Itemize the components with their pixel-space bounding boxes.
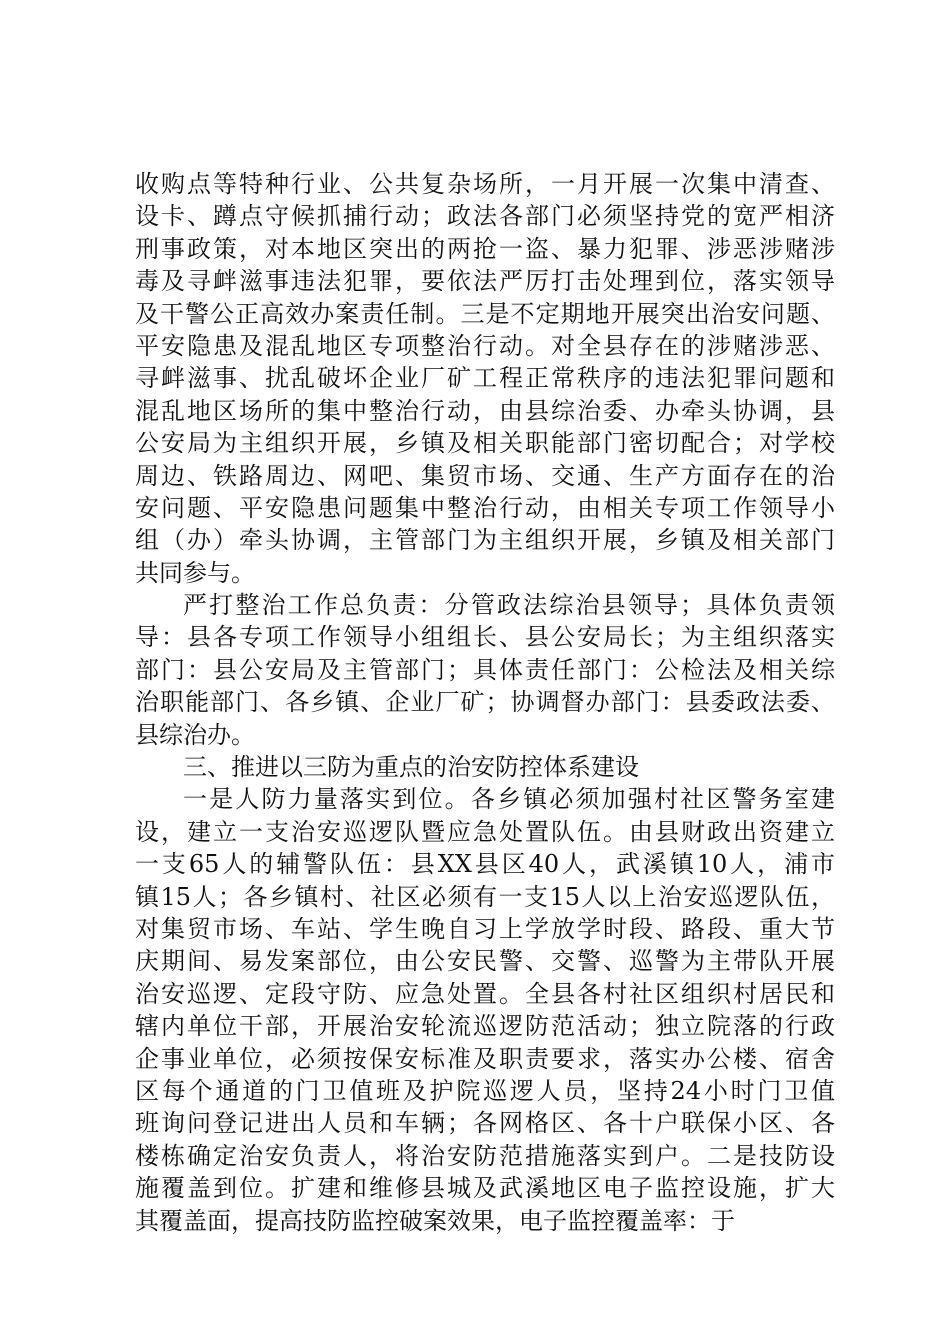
text-line: 区每个通道的门卫值班及护院巡逻人员，坚持24小时门卫值 (135, 1076, 835, 1105)
text-line: 班询问登记进出人员和车辆；各网格区、各十户联保小区、各 (135, 1109, 835, 1138)
text-line: 组（办）牵头协调，主管部门为主组织开展，乡镇及相关部门 (135, 526, 835, 555)
text-line: 其覆盖面，提高技防监控破案效果，电子监控覆盖率：于 (135, 1206, 735, 1235)
document-body (135, 168, 835, 1237)
paragraph-first-line: 严打整治工作总负责：分管政法综治县领导；具体负责领 (183, 591, 835, 620)
text-line: 平安隐患及混乱地区专项整治行动。对全县存在的涉赌涉恶、 (135, 331, 835, 360)
text-line: 设，建立一支治安巡逻队暨应急处置队伍。由县财政出资建立 (135, 817, 835, 846)
text-line: 施覆盖到位。扩建和维修县城及武溪地区电子监控设施，扩大 (135, 1174, 835, 1203)
paragraph-first-line: 一是人防力量落实到位。各乡镇必须加强村社区警务室建 (183, 785, 835, 814)
text-line: 治安巡逻、定段守防、应急处置。全县各村社区组织村居民和 (135, 979, 835, 1008)
text-line: 设卡、蹲点守候抓捕行动；政法各部门必须坚持党的宽严相济 (135, 202, 835, 231)
text-line: 楼栋确定治安负责人，将治安防范措施落实到户。二是技防设 (135, 1141, 835, 1170)
text-line: 共同参与。 (135, 558, 255, 587)
text-line: 企事业单位，必须按保安标准及职责要求，落实办公楼、宿舍 (135, 1044, 835, 1073)
text-line: 辖内单位干部，开展治安轮流巡逻防范活动；独立院落的行政 (135, 1012, 835, 1041)
text-line: 公安局为主组织开展，乡镇及相关职能部门密切配合；对学校 (135, 429, 835, 458)
text-line: 混乱地区场所的集中整治行动，由县综治委、办牵头协调，县 (135, 396, 835, 425)
text-line: 及干警公正高效办案责任制。三是不定期地开展突出治安问题、 (135, 299, 835, 328)
text-line: 对集贸市场、车站、学生晚自习上学放学时段、路段、重大节 (135, 914, 835, 943)
text-line: 毒及寻衅滋事违法犯罪，要依法严厉打击处理到位，落实领导 (135, 267, 835, 296)
text-line: 安问题、平安隐患问题集中整治行动，由相关专项工作领导小 (135, 493, 835, 522)
text-line: 周边、铁路周边、网吧、集贸市场、交通、生产方面存在的治 (135, 461, 835, 490)
text-line: 寻衅滋事、扰乱破坏企业厂矿工程正常秩序的违法犯罪问题和 (135, 364, 835, 393)
text-line: 治职能部门、各乡镇、企业厂矿；协调督办部门：县委政法委、 (135, 688, 835, 717)
text-line: 部门：县公安局及主管部门；具体责任部门：公检法及相关综 (135, 655, 835, 684)
text-line: 收购点等特种行业、公共复杂场所，一月开展一次集中清查、 (135, 170, 835, 198)
text-line: 县综治办。 (135, 720, 255, 749)
text-line: 刑事政策，对本地区突出的两抢一盗、暴力犯罪、涉恶涉赌涉 (135, 234, 835, 263)
text-line: 导：县各专项工作领导小组组长、县公安局长；为主组织落实 (135, 623, 835, 652)
section-heading: 三、推进以三防为重点的治安防控体系建设 (183, 753, 639, 782)
text-line: 镇15人；各乡镇村、社区必须有一支15人以上治安巡逻队伍， (135, 882, 835, 911)
text-line: 一支65人的辅警队伍：县XX县区40人，武溪镇10人，浦市 (135, 850, 835, 879)
text-line: 庆期间、易发案部位，由公安民警、交警、巡警为主带队开展 (135, 947, 835, 976)
